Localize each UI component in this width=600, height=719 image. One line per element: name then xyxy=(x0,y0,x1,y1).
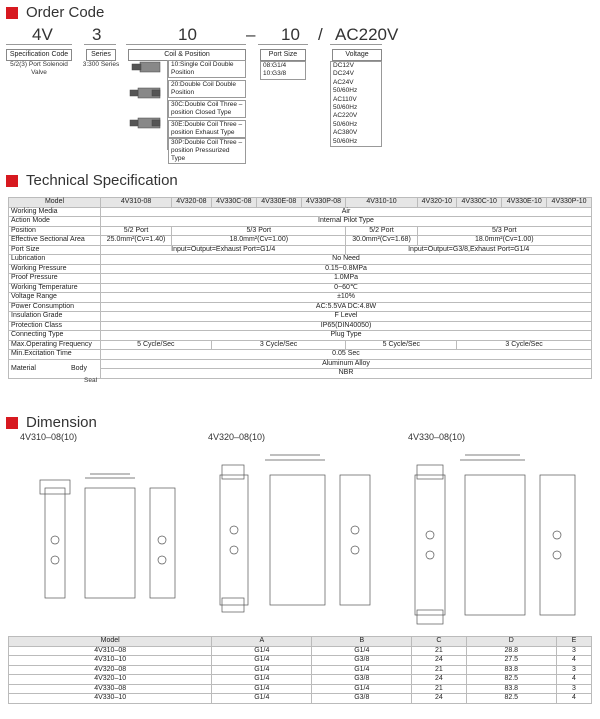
table-cell: E xyxy=(556,637,591,647)
section-title: Order Code xyxy=(26,4,105,21)
coil-opt-30e: 30E:Double Coil Three –position Exhaust Type xyxy=(168,120,246,138)
coil-opt-10: 10:Single Coil Double Position xyxy=(168,60,246,78)
table-cell: Connecting Type xyxy=(9,331,101,341)
table-cell: 0.05 Sec xyxy=(101,350,592,360)
table-cell: Port Size xyxy=(9,245,101,255)
table-cell: 21 xyxy=(412,684,466,694)
dim-header-row xyxy=(9,637,592,647)
table-cell: Effective Sectional Area xyxy=(9,236,101,246)
label-spec-code: Specification Code xyxy=(6,49,72,61)
dim-title-310: 4V310–08(10) xyxy=(20,432,78,442)
coil-opt-30c: 30C:Double Coil Three –position Closed Type xyxy=(168,100,246,118)
table-cell: A xyxy=(212,637,312,647)
table-cell: Lubrication xyxy=(9,255,101,265)
table-cell: 18.0mm²(Cv=1.00) xyxy=(172,236,346,246)
table-cell: C xyxy=(412,637,466,647)
table-cell: 82.5 xyxy=(466,694,556,704)
table-cell: 25.0mm²(Cv=1.40) xyxy=(101,236,172,246)
table-cell: AC:5.5VA DC:4.8W xyxy=(101,302,592,312)
table-cell: G1/4 xyxy=(212,656,312,666)
label-series: Series xyxy=(86,49,116,61)
table-cell: 27.5 xyxy=(466,656,556,666)
code-slash: / xyxy=(318,25,323,44)
table-cell: 4V330P-10 xyxy=(547,198,592,208)
table-cell: G1/4 xyxy=(212,684,312,694)
table-cell: 30.0mm²(Cv=1.68) xyxy=(346,236,417,246)
table-cell: 4V330C-08 xyxy=(211,198,256,208)
table-row xyxy=(9,656,592,666)
table-cell: G1/4 xyxy=(212,665,312,675)
volt-opt: AC380V 50/60Hz xyxy=(333,129,358,145)
red-square-icon xyxy=(6,7,18,19)
table-cell: Power Consumption xyxy=(9,302,101,312)
table-cell: 24 xyxy=(412,694,466,704)
table-cell: 3 xyxy=(556,665,591,675)
label-port-size: Port Size xyxy=(260,49,306,61)
table-cell: Air xyxy=(101,207,592,217)
section-title: Technical Specification xyxy=(26,172,178,189)
table-cell: 4V330–10 xyxy=(9,694,212,704)
table-cell: 4V310-10 xyxy=(346,198,417,208)
table-cell: 3 xyxy=(556,684,591,694)
table-cell: 5/3 Port xyxy=(417,226,591,236)
table-cell: D xyxy=(466,637,556,647)
label-voltage: Voltage xyxy=(332,49,382,61)
table-cell: Position xyxy=(9,226,101,236)
table-cell: 24 xyxy=(412,675,466,685)
table-cell: 4V320–10 xyxy=(9,675,212,685)
table-cell: G1/4 xyxy=(212,646,312,656)
table-cell: 4V310-08 xyxy=(101,198,172,208)
table-cell: Input=Output=Exhaust Port=G1/4 xyxy=(101,245,346,255)
table-cell: B xyxy=(312,637,412,647)
table-row xyxy=(9,684,592,694)
drawing-4v320 xyxy=(210,450,390,620)
order-code-header xyxy=(6,4,104,21)
table-cell: 5 Cycle/Sec xyxy=(101,340,212,350)
table-cell: Working Media xyxy=(9,207,101,217)
table-cell: Material Body xyxy=(9,359,101,378)
table-row xyxy=(9,665,592,675)
section-title: Dimension xyxy=(26,414,97,431)
volt-opt: AC220V 50/60Hz xyxy=(333,112,358,128)
table-cell: ±10% xyxy=(101,293,592,303)
table-cell: G1/4 xyxy=(212,694,312,704)
table-cell: NBR xyxy=(101,369,592,379)
table-cell: Plug Type xyxy=(101,331,592,341)
table-cell: Working Pressure xyxy=(9,264,101,274)
coil-opt-20: 20:Double Coil Double Position xyxy=(168,80,246,98)
spec-header-row xyxy=(9,198,592,208)
spec-table xyxy=(8,197,592,379)
table-cell: F Level xyxy=(101,312,592,322)
red-square-icon xyxy=(6,175,18,187)
table-cell: Model xyxy=(9,637,212,647)
table-cell: 4 xyxy=(556,694,591,704)
table-cell: 83.8 xyxy=(466,684,556,694)
code-voltage: AC220V xyxy=(335,25,399,44)
code-port: 10 xyxy=(281,25,300,44)
table-cell: 24 xyxy=(412,656,466,666)
table-cell: 4V320-08 xyxy=(172,198,212,208)
dim-title-330: 4V330–08(10) xyxy=(408,432,466,442)
table-cell: 21 xyxy=(412,646,466,656)
table-cell: 28.8 xyxy=(466,646,556,656)
table-cell: 4V330E-08 xyxy=(256,198,301,208)
table-cell: G1/4 xyxy=(312,684,412,694)
dimension-header xyxy=(6,414,97,431)
table-cell: Action Mode xyxy=(9,217,101,227)
table-cell: Min.Excitation Time xyxy=(9,350,101,360)
table-cell: Max.Operating Frequency xyxy=(9,340,101,350)
table-cell: G1/4 xyxy=(312,646,412,656)
table-cell: 4V320-10 xyxy=(417,198,457,208)
table-cell: 0~60℃ xyxy=(101,283,592,293)
spec-desc: 5/2(3) Port Solenoid Valve xyxy=(10,61,68,76)
table-cell: G3/8 xyxy=(312,675,412,685)
tech-spec-header xyxy=(6,172,178,189)
seal-label: Seal xyxy=(84,377,98,384)
code-dash: – xyxy=(246,25,256,44)
table-cell: G1/4 xyxy=(312,665,412,675)
port-opt-10: 10:G3/8 xyxy=(263,70,287,78)
table-cell: 82.5 xyxy=(466,675,556,685)
table-cell: G1/4 xyxy=(212,675,312,685)
table-cell: 5/2 Port xyxy=(346,226,417,236)
table-cell: G3/8 xyxy=(312,656,412,666)
code-coil: 10 xyxy=(178,25,197,44)
table-cell: 4V330E-10 xyxy=(502,198,547,208)
table-cell: 4 xyxy=(556,675,591,685)
volt-opt: DC12V xyxy=(333,62,354,69)
valve-icons xyxy=(128,58,164,158)
table-cell: 4V320–08 xyxy=(9,665,212,675)
label-coil-position: Coil & Position xyxy=(128,49,246,61)
table-cell: 5 Cycle/Sec xyxy=(346,340,457,350)
table-cell: 3 xyxy=(556,646,591,656)
dim-title-320: 4V320–08(10) xyxy=(208,432,266,442)
red-square-icon xyxy=(6,417,18,429)
port-opt-08: 08:G1/4 xyxy=(263,62,287,69)
table-cell: 5/2 Port xyxy=(101,226,172,236)
table-cell: 4V330C-10 xyxy=(457,198,502,208)
dimension-table xyxy=(8,636,592,704)
table-cell: 4 xyxy=(556,656,591,666)
volt-opt: AC24V 50/60Hz xyxy=(333,78,358,95)
table-cell: Working Temperature xyxy=(9,283,101,293)
table-cell: Internal Pilot Type xyxy=(101,217,592,227)
drawing-4v310 xyxy=(30,470,190,610)
table-cell: IP65(DIN40050) xyxy=(101,321,592,331)
series-desc: 3:300 Series xyxy=(82,61,120,68)
table-cell: 4V310–10 xyxy=(9,656,212,666)
table-cell: No Need xyxy=(101,255,592,265)
table-cell: 0.15~0.8MPa xyxy=(101,264,592,274)
table-cell: Protection Class xyxy=(9,321,101,331)
table-cell: 83.8 xyxy=(466,665,556,675)
code-series: 3 xyxy=(92,25,102,44)
volt-opt: AC110V 50/60Hz xyxy=(333,95,358,112)
table-cell: G3/8 xyxy=(312,694,412,704)
table-cell: Input=Output=G3/8,Exhaust Port=G1/4 xyxy=(346,245,592,255)
table-cell: 3 Cycle/Sec xyxy=(457,340,592,350)
table-cell: 21 xyxy=(412,665,466,675)
table-cell: Model xyxy=(9,198,101,208)
table-cell: Voltage Range xyxy=(9,293,101,303)
table-cell: 5/3 Port xyxy=(172,226,346,236)
table-cell: 4V310–08 xyxy=(9,646,212,656)
volt-opt: DC24V xyxy=(333,70,354,78)
table-cell: Proof Pressure xyxy=(9,274,101,284)
drawing-4v330 xyxy=(405,450,595,630)
table-cell: 4V330–08 xyxy=(9,684,212,694)
table-cell: 1.0MPa xyxy=(101,274,592,284)
table-cell: 3 Cycle/Sec xyxy=(211,340,346,350)
table-cell: 18.0mm²(Cv=1.00) xyxy=(417,236,591,246)
table-cell: Aluminum Alloy xyxy=(101,359,592,369)
table-row xyxy=(9,675,592,685)
code-spec: 4V xyxy=(32,25,53,44)
table-cell: 4V330P-08 xyxy=(301,198,346,208)
coil-opt-30p: 30P:Double Coil Three –position Pressurized Type xyxy=(168,138,246,164)
table-cell: Insulation Grade xyxy=(9,312,101,322)
table-row xyxy=(9,646,592,656)
table-row xyxy=(9,694,592,704)
